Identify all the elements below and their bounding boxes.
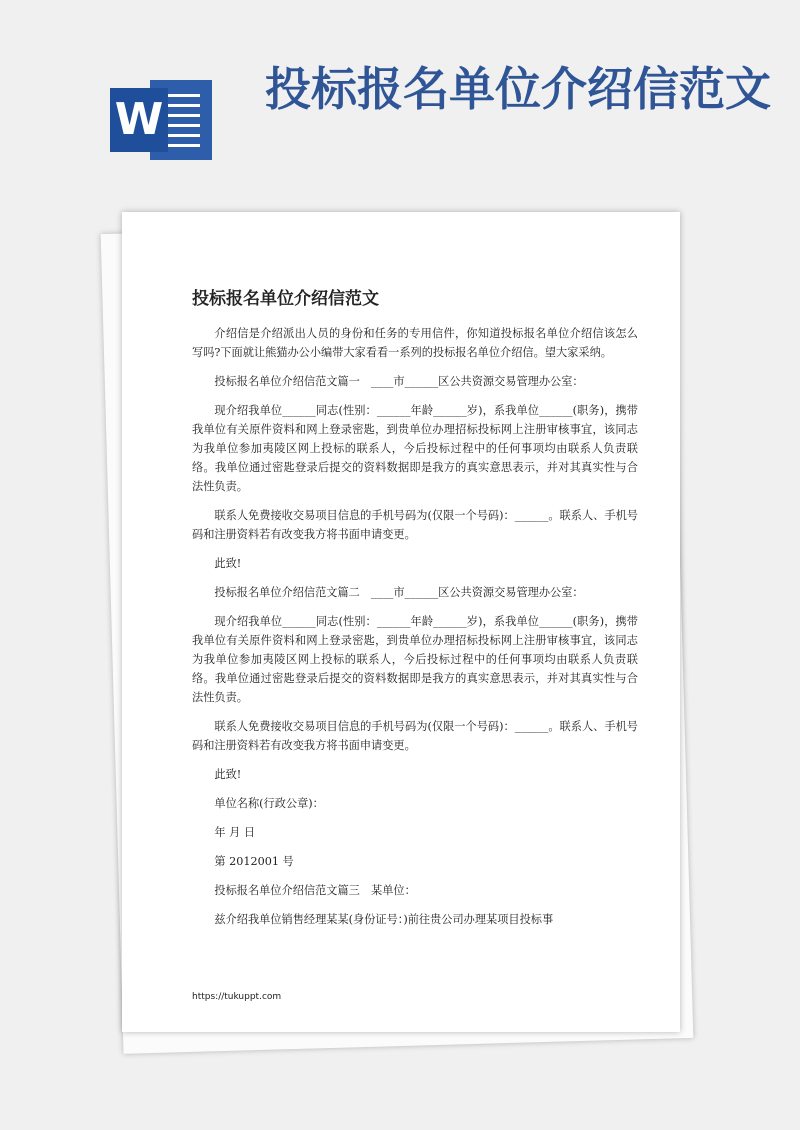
intro-paragraph: 介绍信是介绍派出人员的身份和任务的专用信件，你知道投标报名单位介绍信该怎么写吗?下面就让熊猫办公小编带大家看看一系列的投标报名单位介绍信。望大家采纳。 (192, 327, 638, 359)
date-line: 年 月 日 (214, 826, 256, 839)
sample-three-heading: 投标报名单位介绍信范文篇三 某单位： (214, 884, 416, 897)
document-page (122, 212, 680, 1032)
sample-one-closing: 此致! (214, 557, 242, 570)
sample-two-body: 现介绍我单位______同志(性别：______年龄______岁)，系我单位______(职务)，携带我单位有关原件资料和网上登录密匙，到贵单位办理招标投标网上注册审核事宜，该同志为我单位参加夷陵区网上投标的联系人，今后投标过程中的任何事项均由联系人负责联络。我单位通过密匙登录后提交的资料数据即是我方的真实意思表示，并对其真实性与合法性负责。 (192, 615, 638, 704)
sample-three-body: 兹介绍我单位销售经理某某(身份证号：)前往贵公司办理某项目投标事 (214, 913, 554, 926)
sample-one-contact: 联系人免费接收交易项目信息的手机号码为(仅限一个号码)：______。联系人、手机号码和注册资料若有改变我方将书面申请变更。 (192, 509, 638, 541)
sample-one-heading: 投标报名单位介绍信范文篇一 ____市______区公共资源交易管理办公室： (214, 375, 584, 388)
sample-two-closing: 此致! (214, 768, 242, 781)
banner-title: 投标报名单位介绍信范文 (265, 62, 771, 116)
document-title: 投标报名单位介绍信范文 (192, 289, 379, 309)
sample-two-heading: 投标报名单位介绍信范文篇二 ____市______区公共资源交易管理办公室： (214, 586, 584, 599)
sample-one-body: 现介绍我单位______同志(性别：______年龄______岁)，系我单位______(职务)，携带我单位有关原件资料和网上登录密匙，到贵单位办理招标投标网上注册审核事宜，该同志为我单位参加夷陵区网上投标的联系人，今后投标过程中的任何事项均由联系人负责联络。我单位通过密匙登录后提交的资料数据即是我方的真实意思表示，并对其真实性与合法性负责。 (192, 404, 638, 493)
signature-unit-line: 单位名称(行政公章)： (214, 797, 324, 810)
word-logo-icon (110, 80, 212, 160)
sample-two-contact: 联系人免费接收交易项目信息的手机号码为(仅限一个号码)：______。联系人、手机号码和注册资料若有改变我方将书面申请变更。 (192, 720, 638, 752)
footer-url: https://tukuppt.com (192, 992, 282, 1002)
word-letter: W (110, 88, 168, 152)
document-body (192, 324, 638, 939)
reference-number: 第 2012001 号 (214, 855, 294, 868)
